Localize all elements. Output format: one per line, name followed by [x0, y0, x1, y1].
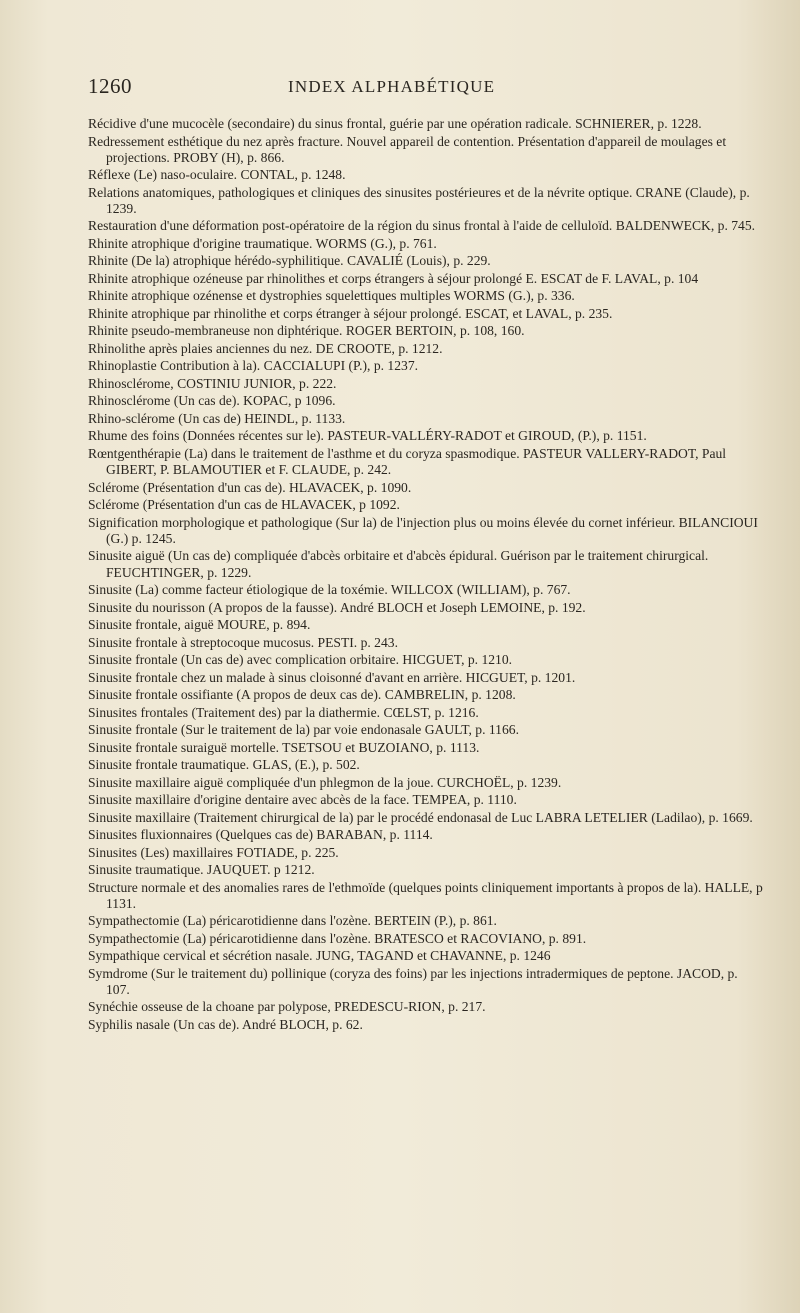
index-entry: Rœntgenthérapie (La) dans le traitement de l'asthme et du coryza spasmodique. PASTEUR VALLERY-RADOT, Paul GIBERT, P. BLAMOUTIER et F. CLAUDE, p. 242. — [88, 445, 727, 478]
index-entries — [88, 116, 764, 1034]
index-entry: Récidive d'une mucocèle (secondaire) du sinus frontal, guérie par une opération radicale. SCHNIERER, p. 1228. — [88, 116, 702, 131]
index-entry: Rhinosclérome, COSTINIU JUNIOR, p. 222. — [88, 375, 337, 391]
index-entry: Sclérome (Présentation d'un cas de HLAVACEK, p 1092. — [88, 497, 400, 513]
index-entry: Sinusite frontale ossifiante (A propos de deux cas de). CAMBRELIN, p. 1208. — [88, 687, 516, 703]
index-entry: Sinusite maxillaire aiguë compliquée d'un phlegmon de la joue. CURCHOËL, p. 1239. — [88, 774, 562, 790]
index-entry: Sinusite frontale suraiguë mortelle. TSETSOU et BUZOIANO, p. 1113. — [88, 739, 480, 755]
index-entry: Rhume des foins (Données récentes sur le). PASTEUR-VALLÉRY-RADOT et GIROUD, (P.), p. 1151. — [88, 428, 647, 444]
index-entry: Rhino-sclérome (Un cas de) HEINDL, p. 1133. — [88, 410, 346, 426]
index-entry: Sinusites (Les) maxillaires FOTIADE, p. 225. — [88, 844, 339, 860]
index-entry: Rhinolithe après plaies anciennes du nez. DE CROOTE, p. 1212. — [88, 340, 443, 356]
index-entry: Sympathectomie (La) péricarotidienne dans l'ozène. BERTEIN (P.), p. 861. — [88, 913, 497, 929]
index-entry: Sympathectomie (La) péricarotidienne dans l'ozène. BRATESCO et RACOVIANO, p. 891. — [88, 930, 587, 946]
index-entry: Sclérome (Présentation d'un cas de). HLAVACEK, p. 1090. — [88, 479, 412, 495]
index-entry: Sinusite traumatique. JAUQUET. p 1212. — [88, 862, 315, 878]
index-entry: Synéchie osseuse de la choane par polypose, PREDESCU-RION, p. 217. — [88, 999, 486, 1015]
index-entry: Rhinosclérome (Un cas de). KOPAC, p 1096. — [88, 393, 336, 409]
index-entry: Restauration d'une déformation post-opératoire de la région du sinus frontal à l'aide de celluloïd. BALDENWECK, p. 745. — [88, 218, 756, 234]
index-entry: Sinusite frontale traumatique. GLAS, (E.), p. 502. — [88, 757, 360, 773]
index-entry: Rhinoplastie Contribution à la). CACCIALUPI (P.), p. 1237. — [88, 358, 419, 374]
index-entry: Rhinite atrophique par rhinolithe et corps étranger à séjour prolongé. ESCAT, et LAVAL, p. 235. — [88, 305, 613, 321]
index-entry: Sinusite frontale, aiguë MOURE, p. 894. — [88, 617, 311, 633]
page-number: 1260 — [88, 74, 132, 98]
index-entry: Rhinite atrophique ozénense et dystrophies squelettiques multiples WORMS (G.), p. 336. — [88, 288, 575, 304]
index-entry: Syphilis nasale (Un cas de). André BLOCH, p. 62. — [88, 1016, 363, 1032]
index-entry: Sinusite aiguë (Un cas de) compliquée d'abcès orbitaire et d'abcès épidural. Guérison par le traitement chirurgical. FEUCHTINGER, p. 1229. — [88, 548, 709, 580]
index-entry: Sinusite (La) comme facteur étiologique de la toxémie. WILLCOX (WILLIAM), p. 767. — [88, 582, 571, 598]
page-header — [88, 74, 760, 104]
index-entry: Rhinite atrophique d'origine traumatique. WORMS (G.), p. 761. — [88, 235, 437, 251]
index-entry: Signification morphologique et pathologique (Sur la) de l'injection plus ou moins élevée du cornet inférieur. BILANCIOUI (G.) p. 1245. — [88, 514, 758, 546]
index-entry: Sinusite frontale (Un cas de) avec complication orbitaire. HICGUET, p. 1210. — [88, 652, 513, 668]
index-entry: Relations anatomiques, pathologiques et cliniques des sinusites postérieures et de la névrite optique. CRANE (Claude), p. 1239. — [88, 184, 750, 216]
running-title: INDEX ALPHABÉTIQUE — [288, 77, 496, 96]
index-entry: Sinusite du nourisson (A propos de la fausse). André BLOCH et Joseph LEMOINE, p. 192. — [88, 599, 586, 615]
index-entry: Sinusites frontales (Traitement des) par la diathermie. CŒLST, p. 1216. — [88, 704, 479, 720]
index-entry: Rhinite (De la) atrophique hérédo-syphilitique. CAVALIÉ (Louis), p. 229. — [88, 253, 491, 269]
index-entry: Sinusites fluxionnaires (Quelques cas de) BARABAN, p. 1114. — [88, 827, 433, 843]
index-entry: Structure normale et des anomalies rares de l'ethmoïde (quelques points cliniquement importants à propos de la). HALLE, p 1131. — [88, 879, 763, 911]
index-entry: Sinusite maxillaire (Traitement chirurgical de la) par le procédé endonasal de Luc LABRA LETELIER (Ladilao), p. 1669. — [88, 809, 753, 825]
index-entry: Sinusite frontale chez un malade à sinus cloisonné d'avant en arrière. HICGUET, p. 1201. — [88, 669, 576, 685]
index-entry: Sinusite frontale (Sur le traitement de la) par voie endonasale GAULT, p. 1166. — [88, 722, 519, 738]
index-entry: Réflexe (Le) naso-oculaire. CONTAL, p. 1248. — [88, 167, 346, 183]
index-entry: Symdrome (Sur le traitement du) pollinique (coryza des foins) par les injections intradermiques de peptone. JACOD, p. 107. — [88, 965, 738, 997]
index-entry: Sinusite maxillaire d'origine dentaire avec abcès de la face. TEMPEA, p. 1110. — [88, 792, 517, 808]
index-entry: Redressement esthétique du nez après fracture. Nouvel appareil de contention. Présentation d'appareil de moulages et projections. PROBY (H), p. 866. — [88, 133, 727, 165]
index-entry: Sympathique cervical et sécrétion nasale. JUNG, TAGAND et CHAVANNE, p. 1246 — [88, 948, 551, 964]
index-entry: Sinusite frontale à streptocoque mucosus. PESTI. p. 243. — [88, 634, 398, 650]
index-entry: Rhinite atrophique ozéneuse par rhinolithes et corps étrangers à séjour prolongé E. ESCAT de F. LAVAL, p. 104 — [88, 270, 699, 286]
index-entry: Rhinite pseudo-membraneuse non diphtérique. ROGER BERTOIN, p. 108, 160. — [88, 323, 525, 339]
